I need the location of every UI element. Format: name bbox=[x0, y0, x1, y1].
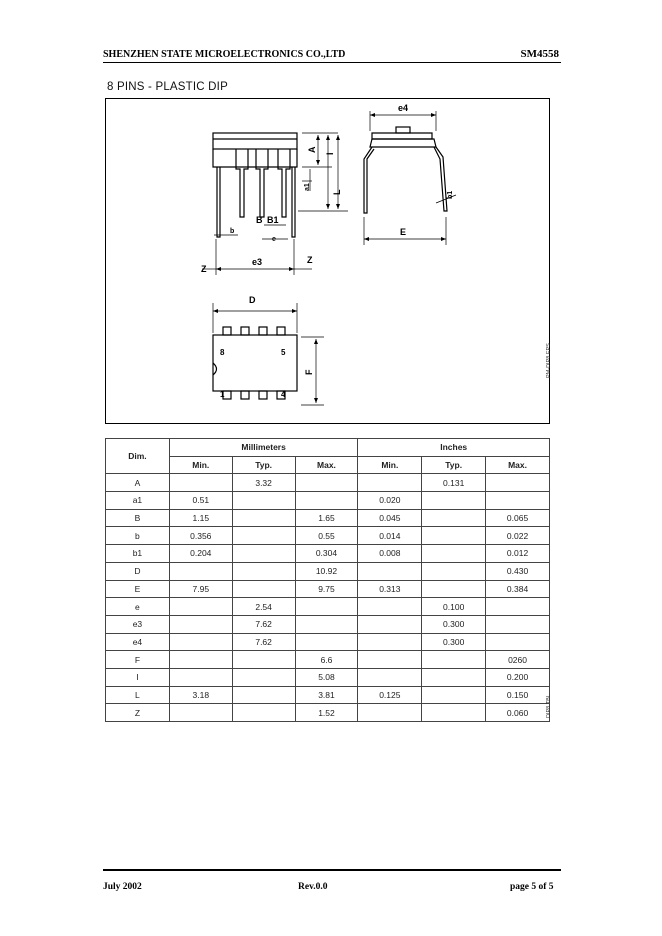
footer-page: page 5 of 5 bbox=[510, 882, 554, 892]
table-row bbox=[106, 704, 550, 722]
label-a1: a1 bbox=[304, 183, 311, 191]
table-cell bbox=[232, 686, 295, 704]
table-cell: A bbox=[106, 474, 170, 492]
table-cell: L bbox=[106, 686, 170, 704]
table-cell: 5.08 bbox=[295, 668, 358, 686]
table-cell bbox=[422, 668, 486, 686]
table-cell bbox=[422, 492, 486, 510]
drawing-reference: PM-DIP8.EPS bbox=[546, 343, 552, 378]
table-cell: 0.204 bbox=[169, 545, 232, 563]
table-cell: 0.200 bbox=[486, 668, 550, 686]
table-cell: 0260 bbox=[486, 651, 550, 669]
in-min-header: Min. bbox=[358, 456, 422, 474]
pin-8-label: 8 bbox=[220, 348, 225, 357]
table-cell bbox=[232, 545, 295, 563]
table-cell bbox=[169, 704, 232, 722]
table-cell: 0.100 bbox=[422, 598, 486, 616]
table-cell: 0.300 bbox=[422, 633, 486, 651]
dim-header: Dim. bbox=[106, 439, 170, 474]
table-cell: 3.32 bbox=[232, 474, 295, 492]
table-cell: 6.6 bbox=[295, 651, 358, 669]
table-cell: 0.012 bbox=[486, 545, 550, 563]
label-B: B bbox=[256, 215, 263, 225]
table-cell: 1.52 bbox=[295, 704, 358, 722]
header-rule bbox=[103, 62, 561, 63]
table-cell: e bbox=[106, 598, 170, 616]
table-cell bbox=[358, 633, 422, 651]
table-row bbox=[106, 527, 550, 545]
table-row bbox=[106, 668, 550, 686]
label-A: A bbox=[307, 146, 317, 153]
label-e: e bbox=[272, 236, 276, 243]
table-row bbox=[106, 686, 550, 704]
footer-date: July 2002 bbox=[103, 882, 142, 892]
table-cell bbox=[422, 545, 486, 563]
table-cell bbox=[486, 615, 550, 633]
table-row bbox=[106, 474, 550, 492]
table-cell: 0.125 bbox=[358, 686, 422, 704]
table-cell bbox=[486, 492, 550, 510]
table-cell bbox=[486, 598, 550, 616]
table-cell bbox=[486, 474, 550, 492]
table-cell: b bbox=[106, 527, 170, 545]
table-cell bbox=[358, 704, 422, 722]
table-cell bbox=[422, 651, 486, 669]
table-cell bbox=[232, 580, 295, 598]
table-cell bbox=[358, 668, 422, 686]
table-cell bbox=[169, 633, 232, 651]
table-cell bbox=[486, 633, 550, 651]
table-cell bbox=[232, 704, 295, 722]
pin-1-label: 1 bbox=[220, 390, 225, 399]
table-cell bbox=[358, 651, 422, 669]
label-e4: e4 bbox=[398, 103, 409, 113]
table-cell bbox=[169, 668, 232, 686]
table-cell: 0.060 bbox=[486, 704, 550, 722]
label-B1: B1 bbox=[267, 215, 279, 225]
table-cell: b1 bbox=[106, 545, 170, 563]
table-row bbox=[106, 598, 550, 616]
table-cell: 0.430 bbox=[486, 562, 550, 580]
table-cell bbox=[232, 668, 295, 686]
table-cell: 0.51 bbox=[169, 492, 232, 510]
table-cell bbox=[422, 509, 486, 527]
table-cell: B bbox=[106, 509, 170, 527]
mm-min-header: Min. bbox=[169, 456, 232, 474]
table-cell: I bbox=[106, 668, 170, 686]
table-cell: 0.045 bbox=[358, 509, 422, 527]
table-cell bbox=[295, 492, 358, 510]
label-F: F bbox=[304, 369, 314, 375]
millimeters-header: Millimeters bbox=[169, 439, 358, 457]
table-cell bbox=[422, 562, 486, 580]
table-row bbox=[106, 580, 550, 598]
table-cell bbox=[295, 633, 358, 651]
table-cell: 0.014 bbox=[358, 527, 422, 545]
table-reference: DIP8.TBL bbox=[546, 694, 552, 718]
label-I: I bbox=[325, 152, 335, 155]
table-cell bbox=[422, 686, 486, 704]
table-cell: 0.356 bbox=[169, 527, 232, 545]
page-header bbox=[103, 46, 561, 62]
table-cell bbox=[232, 651, 295, 669]
table-cell: e4 bbox=[106, 633, 170, 651]
table-cell bbox=[295, 615, 358, 633]
label-Z-right: Z bbox=[307, 255, 313, 265]
label-L: L bbox=[332, 189, 342, 195]
table-row bbox=[106, 545, 550, 563]
table-cell bbox=[422, 704, 486, 722]
table-cell: F bbox=[106, 651, 170, 669]
table-cell: 0.384 bbox=[486, 580, 550, 598]
table-cell bbox=[169, 562, 232, 580]
table-cell: 0.304 bbox=[295, 545, 358, 563]
dimensions-table bbox=[105, 438, 550, 722]
label-b1: b1 bbox=[447, 190, 454, 199]
section-title: 8 PINS - PLASTIC DIP bbox=[107, 81, 228, 93]
table-cell: e3 bbox=[106, 615, 170, 633]
label-Z-left: Z bbox=[201, 264, 207, 274]
table-cell bbox=[358, 474, 422, 492]
table-cell: 0.313 bbox=[358, 580, 422, 598]
table-group-header-row bbox=[106, 439, 550, 457]
table-cell bbox=[295, 598, 358, 616]
table-sub-header-row bbox=[106, 456, 550, 474]
label-e3: e3 bbox=[252, 257, 263, 267]
mm-max-header: Max. bbox=[295, 456, 358, 474]
table-cell: E bbox=[106, 580, 170, 598]
in-typ-header: Typ. bbox=[422, 456, 486, 474]
table-cell: 7.95 bbox=[169, 580, 232, 598]
label-b: b bbox=[230, 228, 235, 235]
table-row bbox=[106, 633, 550, 651]
table-cell: D bbox=[106, 562, 170, 580]
pin-5-label: 5 bbox=[281, 348, 286, 357]
table-cell: 0.020 bbox=[358, 492, 422, 510]
inches-header: Inches bbox=[358, 439, 550, 457]
table-row bbox=[106, 562, 550, 580]
table-cell: Z bbox=[106, 704, 170, 722]
table-cell: 2.54 bbox=[232, 598, 295, 616]
table-cell bbox=[169, 651, 232, 669]
table-cell: 0.131 bbox=[422, 474, 486, 492]
table-cell: 0.065 bbox=[486, 509, 550, 527]
table-cell bbox=[169, 474, 232, 492]
table-cell: 10.92 bbox=[295, 562, 358, 580]
table-cell: 3.18 bbox=[169, 686, 232, 704]
table-row bbox=[106, 509, 550, 527]
table-cell: 0.150 bbox=[486, 686, 550, 704]
table-cell: 1.15 bbox=[169, 509, 232, 527]
table-cell bbox=[169, 615, 232, 633]
table-cell bbox=[422, 580, 486, 598]
label-D: D bbox=[249, 295, 256, 305]
table-cell: 1.65 bbox=[295, 509, 358, 527]
table-cell: 0.300 bbox=[422, 615, 486, 633]
table-cell: 0.022 bbox=[486, 527, 550, 545]
table-cell bbox=[232, 527, 295, 545]
table-row bbox=[106, 492, 550, 510]
table-cell: 3.81 bbox=[295, 686, 358, 704]
table-cell: a1 bbox=[106, 492, 170, 510]
table-cell bbox=[422, 527, 486, 545]
table-cell bbox=[232, 492, 295, 510]
table-cell bbox=[358, 598, 422, 616]
table-cell bbox=[358, 562, 422, 580]
in-max-header: Max. bbox=[486, 456, 550, 474]
company-name: SHENZHEN STATE MICROELECTRONICS CO.,LTD bbox=[103, 49, 346, 60]
table-cell: 7.62 bbox=[232, 633, 295, 651]
table-cell: 0.008 bbox=[358, 545, 422, 563]
table-body bbox=[106, 474, 550, 722]
package-drawing bbox=[105, 98, 550, 424]
table-cell bbox=[169, 598, 232, 616]
package-outline-svg bbox=[106, 99, 549, 423]
table-row bbox=[106, 651, 550, 669]
label-E: E bbox=[400, 227, 407, 237]
footer-rule bbox=[103, 869, 561, 871]
table-cell bbox=[358, 615, 422, 633]
pin-4-label: 4 bbox=[281, 390, 286, 399]
table-cell: 0.55 bbox=[295, 527, 358, 545]
table-cell: 9.75 bbox=[295, 580, 358, 598]
table-cell bbox=[232, 562, 295, 580]
part-number: SM4558 bbox=[520, 48, 559, 60]
mm-typ-header: Typ. bbox=[232, 456, 295, 474]
footer-revision: Rev.0.0 bbox=[298, 882, 328, 892]
table-cell bbox=[295, 474, 358, 492]
table-cell: 7.62 bbox=[232, 615, 295, 633]
table-row bbox=[106, 615, 550, 633]
table-cell bbox=[232, 509, 295, 527]
